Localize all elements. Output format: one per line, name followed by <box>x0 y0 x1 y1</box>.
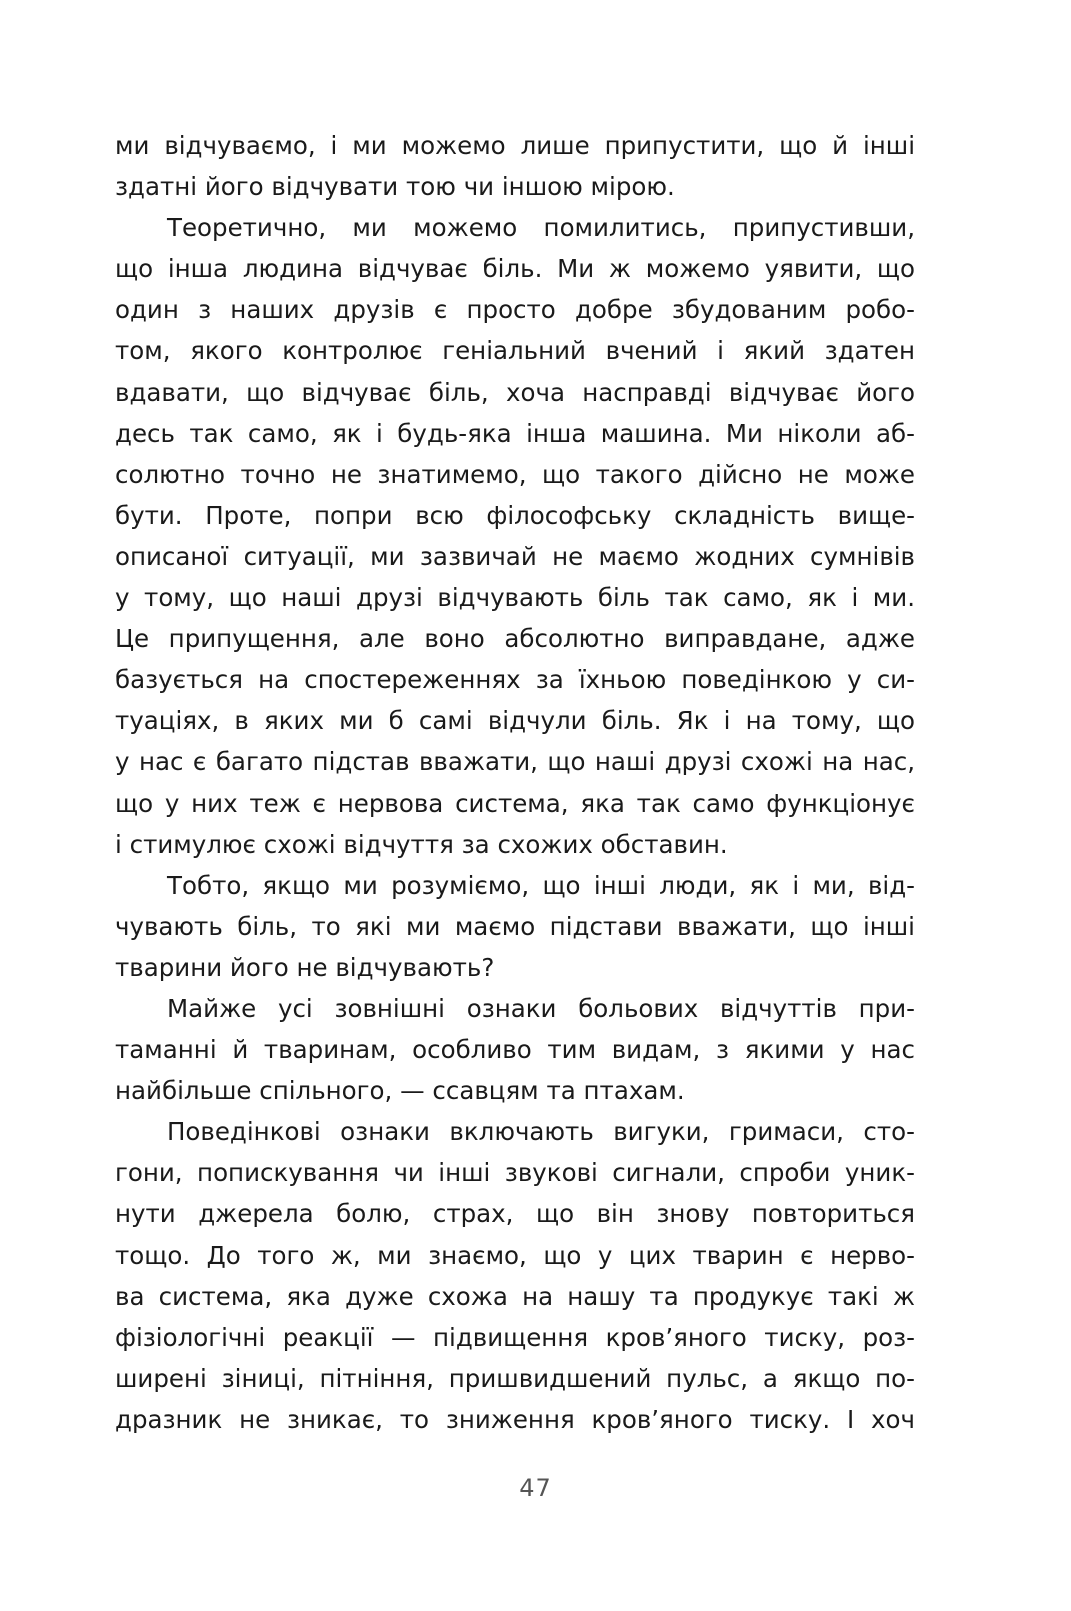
text-line: найбільше спільного, — ссавцям та птахам. <box>115 1076 685 1106</box>
text-line: том, якого контролює геніальний вчений і який здатен <box>115 336 915 366</box>
text-line: Майже усі зовнішні ознаки больових відчуттів при- <box>167 993 915 1023</box>
text-line: дразник не зникає, то зниження кров’яного тиску. І хоч <box>115 1404 915 1434</box>
text-line: базується на спостереженнях за їхньою поведінкою у си- <box>115 665 915 695</box>
text-line: що у них теж є нервова система, яка так само функціонує <box>115 788 915 818</box>
text-line: один з наших друзів є просто добре збудованим робо- <box>115 295 915 325</box>
paragraph <box>115 988 915 1111</box>
text-line: гони, попискування чи інші звукові сигнали, спроби уник- <box>115 1158 915 1188</box>
paragraph <box>115 865 915 988</box>
text-line: Це припущення, але воно абсолютно виправдане, адже <box>115 624 915 654</box>
text-line: ширені зіниці, пітніння, пришвидшений пульс, а якщо по- <box>115 1363 915 1393</box>
text-line: чувають біль, то які ми маємо підстави вважати, що інші <box>115 911 915 941</box>
page-number: 47 <box>519 1474 552 1502</box>
text-line: ми відчуваємо, і ми можемо лише припустити, що й інші <box>115 131 915 160</box>
text-line: тварини його не відчувають? <box>115 952 495 982</box>
paragraph <box>115 125 915 207</box>
text-line: туаціях, в яких ми б самі відчули біль. Як і на тому, що <box>115 706 915 736</box>
text-line: таманні й тваринам, особливо тим видам, з якими у нас <box>115 1035 915 1065</box>
text-line: десь так само, як і будь-яка інша машина. Ми ніколи аб- <box>115 418 915 448</box>
text-line: і стимулює схожі відчуття за схожих обставин. <box>115 829 728 859</box>
text-line: у нас є багато підстав вважати, що наші друзі схожі на нас, <box>115 747 915 777</box>
paragraph <box>115 207 915 865</box>
text-line: тощо. До того ж, ми знаємо, що у цих тварин є нерво- <box>115 1240 915 1270</box>
text-line: що інша людина відчуває біль. Ми ж можемо уявити, що <box>115 254 915 284</box>
text-line: Тобто, якщо ми розуміємо, що інші люди, як і ми, від- <box>167 870 915 900</box>
text-line: у тому, що наші друзі відчувають біль так само, як і ми. <box>115 583 915 613</box>
text-line: Теоретично, ми можемо помилитись, припустивши, <box>167 213 915 243</box>
text-line: описаної ситуації, ми зазвичай не маємо жодних сумнівів <box>115 541 915 571</box>
paragraph <box>115 1111 915 1440</box>
text-line: ва система, яка дуже схожа на нашу та продукує такі ж <box>115 1281 915 1311</box>
text-line: бути. Проте, попри всю філософську складність вище- <box>115 500 915 530</box>
text-line: здатні його відчувати тою чи іншою мірою. <box>115 172 675 202</box>
body-text <box>115 125 915 1440</box>
text-line: нути джерела болю, страх, що він знову повториться <box>115 1199 915 1229</box>
text-line: вдавати, що відчуває біль, хоча насправді відчуває його <box>115 377 915 407</box>
text-line: фізіологічні реакції — підвищення кров’яного тиску, роз- <box>115 1322 915 1352</box>
text-line: Поведінкові ознаки включають вигуки, гримаси, сто- <box>167 1117 915 1147</box>
text-line: солютно точно не знатимемо, що такого дійсно не може <box>115 459 915 489</box>
